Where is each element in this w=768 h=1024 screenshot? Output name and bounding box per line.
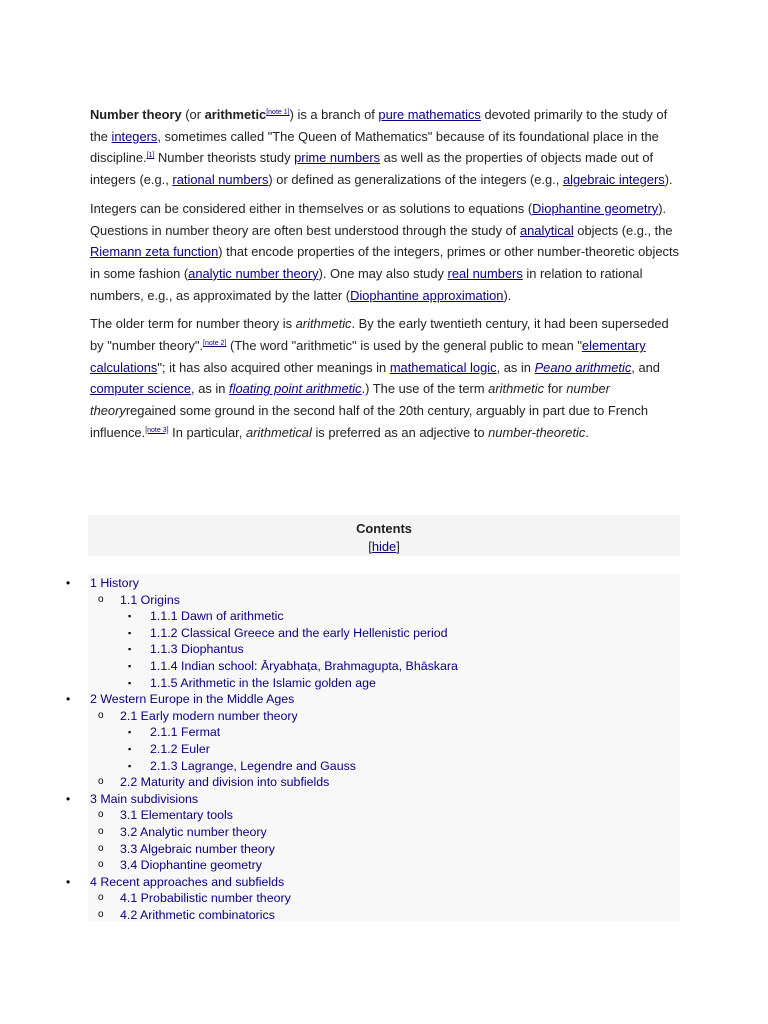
toc-item[interactable]: 4 Recent approaches and subfields xyxy=(90,874,285,889)
toc-item[interactable]: 1.1.1 Dawn of arithmetic xyxy=(150,609,284,624)
toc-bullet: o xyxy=(98,842,104,854)
toc-item[interactable]: 1 History xyxy=(90,576,139,590)
citation-1-ref[interactable]: [1] xyxy=(146,152,155,160)
link-prime-numbers[interactable]: prime numbers xyxy=(294,150,381,166)
toc-bullet: ▪ xyxy=(128,627,132,638)
toc-bullet: ▪ xyxy=(128,744,132,754)
toc-title: Contents xyxy=(356,521,412,536)
link-rational-numbers[interactable]: rational numbers xyxy=(172,172,269,188)
link-analytical[interactable]: analytical xyxy=(519,222,574,238)
toc-bullet: o xyxy=(98,859,104,871)
link-peano-arithmetic[interactable]: Peano arithmetic xyxy=(534,359,632,375)
toc-bullet: o xyxy=(98,809,104,821)
link-computer-science[interactable]: computer science xyxy=(90,381,192,397)
toc-bullet: o xyxy=(98,909,104,920)
toc-bullet: ▪ xyxy=(128,760,132,771)
link-riemann-zeta-function[interactable]: Riemann zeta function xyxy=(90,244,219,260)
intro-paragraph-3: The older term for number theory is arithmetic. By the early twentieth century, it had been superseded by "number theory".[note 2] (The word "arithmetic" is used by the general public to mean "elementary calculations"; it has also acquired other meanings in mathematical logic, as in Peano arithmetic, and computer science, as in floating point arithmetic.) The use of the term arithmetic for number theoryregained some ground in the second half of the 20th century, arguably in part due to French influence.[note 3] In particular, arithmetical is preferred as an adjective to number-theoretic. xyxy=(90,316,669,440)
toc-item[interactable]: 3.1 Elementary tools xyxy=(120,808,233,823)
article-body xyxy=(90,104,680,451)
toc-bullet: • xyxy=(66,791,71,806)
toc-bullet: ▪ xyxy=(128,677,132,688)
toc-item[interactable]: 3.3 Algebraic number theory xyxy=(120,841,275,856)
link-analytic-number-theory[interactable]: analytic number theory xyxy=(188,265,319,281)
toc-item[interactable]: 1.1.3 Diophantus xyxy=(150,642,244,657)
toc-bullet: ▪ xyxy=(128,611,132,622)
toc-bullet: o xyxy=(98,892,104,904)
toc-toggle: [hide] xyxy=(368,539,400,554)
link-real-numbers[interactable]: real numbers xyxy=(447,265,523,281)
toc-item[interactable]: 3 Main subdivisions xyxy=(90,791,199,806)
toc-item[interactable]: 2.1 Early modern number theory xyxy=(120,708,298,723)
toc-bullet: ▪ xyxy=(128,661,132,671)
toc-bullet: ▪ xyxy=(128,727,132,738)
link-mathematical-logic[interactable]: mathematical logic xyxy=(389,359,497,375)
link-floating-point-arithmetic[interactable]: floating point arithmetic xyxy=(229,381,362,397)
toc-bullet: o xyxy=(98,709,104,721)
toc-item[interactable]: 1.1.4 Indian school: Āryabhaṭa, Brahmagupta, Bhāskara xyxy=(150,659,458,673)
toc-header xyxy=(88,515,680,556)
link-elementary-calculations[interactable]: elementary calculations xyxy=(90,338,646,375)
note-3-ref[interactable]: [note 3] xyxy=(145,426,169,434)
toc-item[interactable]: 1.1.2 Classical Greece and the early Hellenistic period xyxy=(150,625,448,640)
intro-paragraph-2: Integers can be considered either in themselves or as solutions to equations (Diophantine geometry). Questions in number theory are often best understood through the study of analytical objects (e.g., the Riemann zeta function) that encode properties of the integers, primes or other number-theoretic objects in some fashion (analytic number theory). One may also study real numbers in relation to rational numbers, e.g., as approximated by the latter (Diophantine approximation). xyxy=(90,200,679,303)
toc-hide-link[interactable]: hide xyxy=(371,539,397,554)
toc-bullet: • xyxy=(66,692,71,707)
toc-item[interactable]: 2.1.2 Euler xyxy=(150,742,210,756)
toc-item[interactable]: 1.1.5 Arithmetic in the Islamic golden age xyxy=(150,675,376,690)
toc-item[interactable]: 2.2 Maturity and division into subfields xyxy=(120,775,330,790)
link-diophantine-approximation[interactable]: Diophantine approximation xyxy=(350,287,504,303)
toc-item[interactable]: 4.2 Arithmetic combinatorics xyxy=(120,908,275,922)
toc-item[interactable]: 1.1 Origins xyxy=(120,592,180,607)
toc-item[interactable]: 2 Western Europe in the Middle Ages xyxy=(90,692,295,707)
toc-bullet: o xyxy=(98,776,104,788)
toc-bullet: ▪ xyxy=(128,644,132,655)
toc-bullet: o xyxy=(98,826,104,837)
toc-bullet: • xyxy=(66,874,71,889)
toc-item[interactable]: 2.1.3 Lagrange, Legendre and Gauss xyxy=(150,758,356,773)
term-arithmetic: arithmetic xyxy=(204,107,267,122)
term-number-theory: Number theory xyxy=(90,107,182,122)
link-integers[interactable]: integers xyxy=(111,128,158,144)
toc-item[interactable]: 4.1 Probabilistic number theory xyxy=(120,891,291,906)
toc-bullet: o xyxy=(98,593,104,605)
intro-paragraph-1: Number theory (or arithmetic[note 1]) is a branch of pure mathematics devoted primarily to the study of the integers, sometimes called "The Queen of Mathematics" because of its foundational place in the discipline.[1] Number theorists study prime numbers as well as the properties of objects made out of integers (e.g., rational numbers) or defined as generalizations of the integers (e.g., algebraic integers). xyxy=(90,107,673,188)
link-diophantine-geometry[interactable]: Diophantine geometry xyxy=(532,200,659,216)
toc-item[interactable]: 3.2 Analytic number theory xyxy=(120,825,267,839)
note-2-ref[interactable]: [note 2] xyxy=(203,340,227,348)
toc-item[interactable]: 2.1.1 Fermat xyxy=(150,725,221,740)
toc-bullet: • xyxy=(66,576,71,590)
toc-item[interactable]: 3.4 Diophantine geometry xyxy=(120,858,262,873)
note-1-ref[interactable]: [note 1] xyxy=(266,109,290,116)
link-algebraic-integers[interactable]: algebraic integers xyxy=(562,172,665,188)
link-pure-mathematics[interactable]: pure mathematics xyxy=(378,107,481,122)
